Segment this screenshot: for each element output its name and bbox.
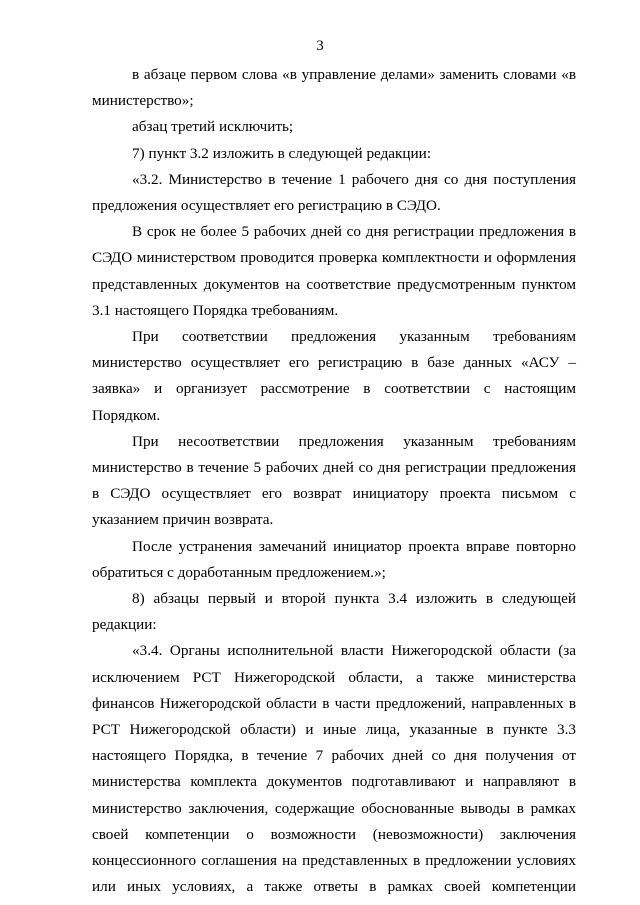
paragraph-10: «3.4. Органы исполнительной власти Нижегородской области (за исключением РСТ Нижегородской области, а также министерства финансов Нижегородской области в части предложений, направленных в РСТ Нижегородской области) и иные лица, указанные в пункте 3.3 настоящего Порядка, в течение 7 рабочих дней со дня получения от министерства комплекта документов подготавливают и направляют в министерство заключения, содержащие обоснованные выводы в рамках своей компетенции о возможности (невозможности) заключения концессионного соглашения на представленных в предложении условиях или иных условиях, а также ответы в рамках своей компетенции (92, 642, 576, 896)
document-body (92, 62, 576, 901)
paragraph-5: В срок не более 5 рабочих дней со дня регистрации предложения в СЭДО министерством проводится проверка комплектности и оформления представленных документов на соответствие предусмотренным пунктом 3.1 настоящего Порядка требованиям. (92, 223, 576, 319)
paragraph-9: 8) абзацы первый и второй пункта 3.4 изложить в следующей редакции: (92, 590, 576, 634)
paragraph-6: При соответствии предложения указанным требованиям министерство осуществляет его регистрацию в базе данных «АСУ – заявка» и организует рассмотрение в соответствии с настоящим Порядком. (92, 328, 576, 424)
page-number: 3 (316, 38, 324, 54)
paragraph-8: После устранения замечаний инициатор проекта вправе повторно обратиться с доработанным предложением.»; (92, 537, 576, 581)
paragraph-7: При несоответствии предложения указанным требованиям министерство в течение 5 рабочих дней со дня регистрации предложения в СЭДО осуществляет его возврат инициатору проекта письмом с указанием причин возврата. (92, 432, 576, 529)
paragraph-1: в абзаце первом слова «в управление делами» заменить словами «в министерство»; (92, 66, 576, 110)
paragraph-2: абзац третий исключить; (132, 118, 294, 136)
paragraph-3: 7) пункт 3.2 изложить в следующей редакции: (132, 144, 432, 162)
paragraph-4: «3.2. Министерство в течение 1 рабочего дня со дня поступления предложения осуществляет его регистрацию в СЭДО. (92, 170, 576, 215)
